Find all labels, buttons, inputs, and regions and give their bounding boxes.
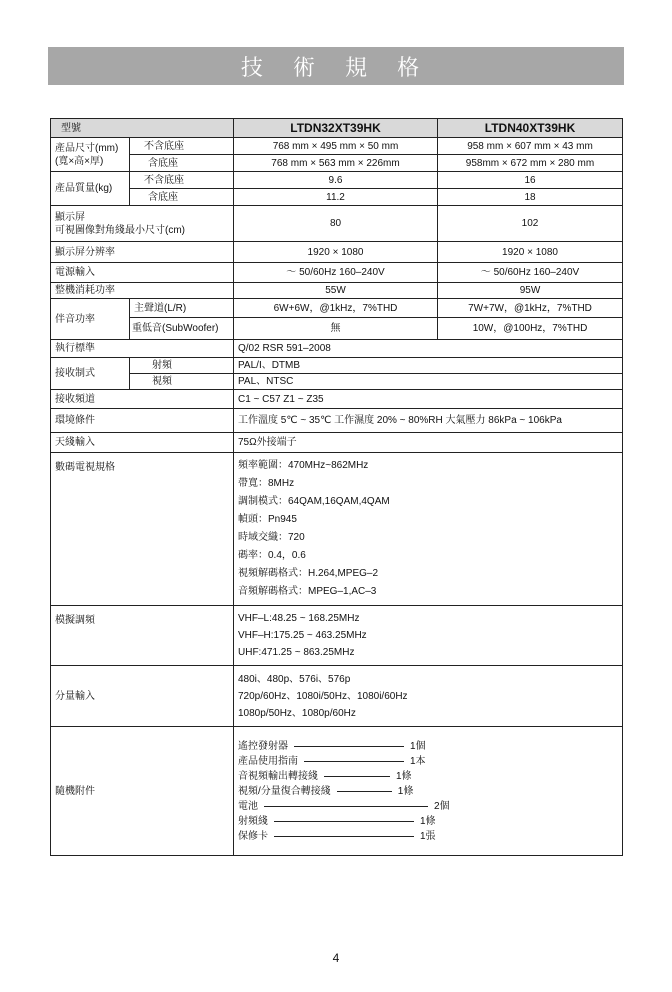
accessory-name: 產品使用指南 [238, 755, 298, 767]
component-label: 分量輸入 [51, 666, 234, 727]
standard-label: 執行標準 [51, 340, 234, 358]
resolution-a: 1920 × 1080 [234, 242, 438, 263]
accessory-qty: 1個 [410, 740, 426, 752]
analog-line: VHF–L:48.25 ~ 168.25MHz [238, 613, 360, 624]
audio-label: 伴音功率 [51, 299, 130, 340]
screen-row [51, 206, 623, 242]
accessory-item [238, 799, 618, 814]
accessories-label: 隨機附件 [51, 727, 234, 856]
accessory-item [238, 814, 618, 829]
audio-a-main: 6W+6W，@1kHz，7%THD [234, 299, 438, 318]
reception-rf-value: PAL/I、DTMB [234, 358, 623, 374]
header-row [51, 119, 623, 138]
accessory-item [238, 739, 618, 754]
audio-b-main: 7W+7W，@1kHz，7%THD [438, 299, 623, 318]
antenna-row [51, 433, 623, 453]
size-b-without: 958 mm × 607 mm × 43 mm [438, 138, 623, 155]
accessories-list [234, 727, 623, 856]
component-row [51, 666, 623, 727]
accessory-qty: 1條 [397, 785, 414, 797]
power-input-label: 電源輸入 [51, 263, 234, 283]
reception-video-value: PAL、NTSC [234, 374, 623, 390]
power-consumption-b: 95W [438, 283, 623, 299]
resolution-b: 1920 × 1080 [438, 242, 623, 263]
accessory-name: 射頻綫 [238, 815, 268, 827]
resolution-label: 顯示屏分辨率 [51, 242, 234, 263]
model-label: 型號 [51, 119, 234, 138]
analog-row [51, 606, 623, 666]
channels-label: 接收頻道 [51, 390, 234, 409]
dtv-line: 帶寬：8MHz [238, 478, 295, 489]
leader-line [294, 746, 404, 747]
size-label-2: (寬×高×厚) [55, 155, 104, 167]
accessory-name: 保修卡 [238, 830, 268, 842]
accessory-qty: 1張 [420, 830, 436, 842]
size-a-with: 768 mm × 563 mm × 226mm [234, 155, 438, 172]
weight-a-with: 11.2 [234, 189, 438, 206]
reception-video-label: 視頻 [130, 374, 234, 390]
spec-table [50, 118, 623, 856]
accessory-name: 音視頻輸出轉接綫 [238, 770, 318, 782]
component-line: 1080p/50Hz、1080p/60Hz [238, 707, 356, 719]
weight-row-2 [51, 189, 623, 206]
component-line: 480i、480p、576i、576p [238, 673, 351, 685]
dtv-line: 碼率：0.4，0.6 [238, 550, 306, 561]
power-input-row [51, 263, 623, 283]
accessory-qty: 1條 [396, 770, 412, 782]
dtv-label: 數碼電視規格 [51, 453, 234, 606]
environment-row [51, 409, 623, 433]
channels-value: C1 ~ C57 Z1 ~ Z35 [234, 390, 623, 409]
antenna-label: 天綫輸入 [51, 433, 234, 453]
weight-row-1 [51, 172, 623, 189]
accessory-item [238, 769, 618, 784]
audio-sub-label: 重低音(SubWoofer) [130, 318, 234, 340]
accessory-name: 電池 [238, 800, 258, 812]
accessory-qty: 1本 [410, 755, 426, 767]
analog-label: 模擬調頻 [51, 606, 234, 666]
standard-row [51, 340, 623, 358]
reception-row-1 [51, 358, 623, 374]
size-row-2 [51, 155, 623, 172]
accessory-name: 視頻/分量復合轉接綫 [238, 785, 331, 797]
channels-row [51, 390, 623, 409]
screen-a: 80 [234, 206, 438, 242]
model-b: LTDN40XT39HK [438, 119, 623, 138]
power-input-b: ～ 50/60Hz 160–240V [438, 263, 623, 283]
weight-without-stand: 不含底座 [130, 172, 234, 189]
standard-value: Q/02 RSR 591–2008 [234, 340, 623, 358]
antenna-value: 75Ω外接端子 [234, 433, 623, 453]
page-number: 4 [332, 951, 340, 965]
model-a: LTDN32XT39HK [234, 119, 438, 138]
component-line: 720p/60Hz、1080i/50Hz、1080i/60Hz [238, 690, 408, 702]
size-without-stand: 不含底座 [130, 138, 234, 155]
size-label-1: 產品尺寸(mm) [55, 142, 119, 154]
size-b-with: 958mm × 672 mm × 280 mm [438, 155, 623, 172]
size-label [51, 138, 130, 172]
weight-with-stand: 含底座 [130, 189, 234, 206]
screen-label [51, 206, 234, 242]
power-input-a: ～ 50/60Hz 160–240V [234, 263, 438, 283]
resolution-row [51, 242, 623, 263]
leader-line [274, 836, 414, 837]
leader-line [324, 776, 390, 777]
page-title: 技 術 規 格 [48, 47, 624, 85]
analog-line: UHF:471.25 ~ 863.25MHz [238, 647, 355, 658]
reception-row-2 [51, 374, 623, 390]
dtv-spec-list [234, 453, 623, 606]
leader-line [304, 761, 404, 762]
size-with-stand: 含底座 [130, 155, 234, 172]
accessory-qty: 1條 [420, 815, 436, 827]
reception-rf-label: 射頻 [130, 358, 234, 374]
audio-b-sub: 10W，@100Hz，7%THD [438, 318, 623, 340]
weight-b-with: 18 [438, 189, 623, 206]
screen-label-2: 可視圖像對角綫最小尺寸(cm) [55, 224, 185, 236]
accessory-name: 遙控發射器 [238, 740, 288, 752]
component-spec-list [234, 666, 623, 727]
audio-main-label: 主聲道(L/R) [130, 299, 234, 318]
leader-line [337, 791, 392, 792]
dtv-line: 頻率範圍：470MHz~862MHz [238, 460, 369, 471]
audio-a-sub: 無 [234, 318, 438, 340]
dtv-row [51, 453, 623, 606]
accessory-item [238, 784, 618, 799]
dtv-line: 音頻解碼格式：MPEG–1,AC–3 [238, 586, 377, 597]
power-consumption-label: 整機消耗功率 [51, 283, 234, 299]
audio-row-2 [51, 318, 623, 340]
power-consumption-row [51, 283, 623, 299]
weight-label: 產品質量(kg) [51, 172, 130, 206]
accessories-row [51, 727, 623, 856]
accessory-qty: 2個 [434, 800, 450, 812]
reception-label: 接收制式 [51, 358, 130, 390]
weight-a-without: 9.6 [234, 172, 438, 189]
screen-b: 102 [438, 206, 623, 242]
accessory-item [238, 754, 618, 769]
dtv-line: 視頻解碼格式：H.264,MPEG–2 [238, 568, 379, 579]
dtv-line: 調制模式：64QAM,16QAM,4QAM [238, 496, 390, 507]
weight-b-without: 16 [438, 172, 623, 189]
screen-label-1: 顯示屏 [55, 211, 85, 223]
analog-spec-list [234, 606, 623, 666]
environment-value: 工作溫度 5℃ ~ 35℃ 工作濕度 20% ~ 80%RH 大氣壓力 86kPa ~ 106kPa [234, 409, 623, 433]
leader-line [274, 821, 414, 822]
power-consumption-a: 55W [234, 283, 438, 299]
environment-label: 環境條件 [51, 409, 234, 433]
accessory-item [238, 829, 618, 844]
dtv-line: 幀頭：Pn945 [238, 514, 297, 525]
analog-line: VHF–H:175.25 ~ 463.25MHz [238, 630, 367, 641]
leader-line [264, 806, 428, 807]
audio-row-1 [51, 299, 623, 318]
dtv-line: 時域交織：720 [238, 532, 305, 543]
size-row-1 [51, 138, 623, 155]
size-a-without: 768 mm × 495 mm × 50 mm [234, 138, 438, 155]
